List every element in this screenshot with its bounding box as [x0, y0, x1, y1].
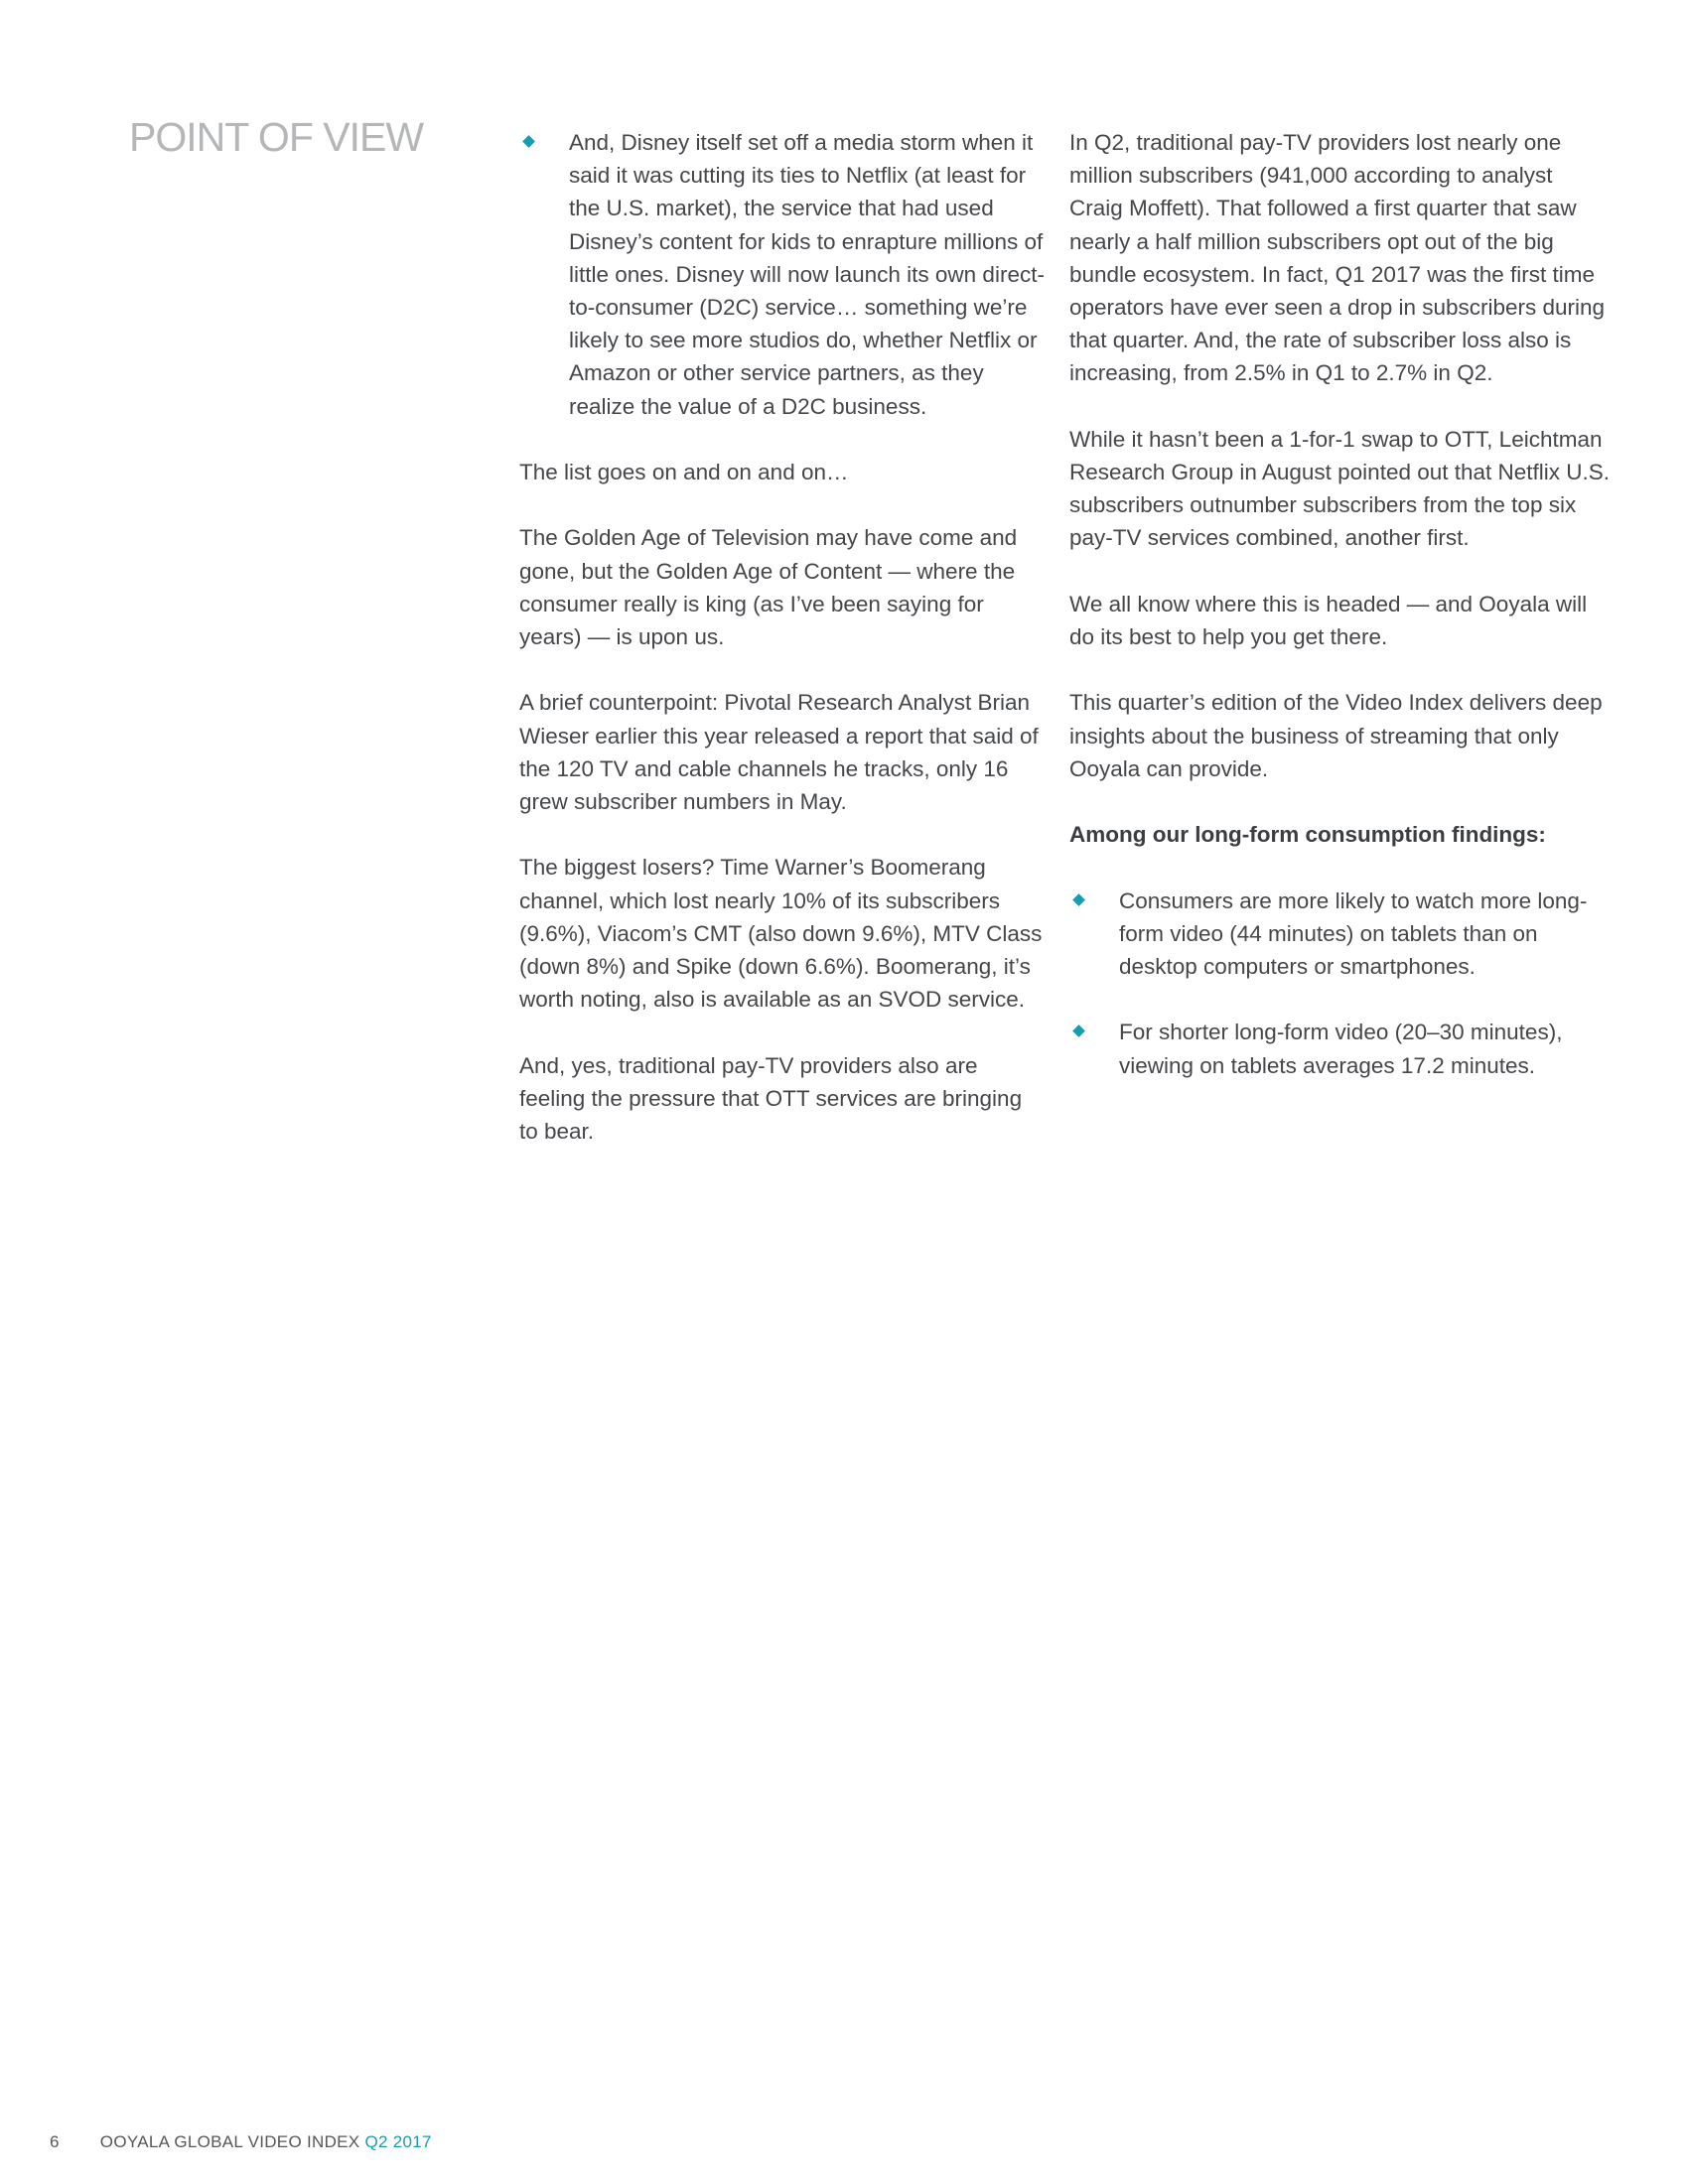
bullet-item: [519, 126, 1046, 423]
bullet-item: [1069, 1016, 1611, 1081]
page-footer: [50, 2132, 432, 2152]
paragraph: This quarter’s edition of the Video Index delivers deep insights about the business of streaming that only Ooyala can provide.: [1069, 690, 1603, 781]
diamond-bullet-icon: [522, 135, 535, 148]
bullet-item: [1069, 885, 1611, 984]
bullet-text: Consumers are more likely to watch more long-form video (44 minutes) on tablets than on desktop computers or smartphones.: [1119, 887, 1588, 979]
paragraph: And, yes, traditional pay-TV providers also are feeling the pressure that OTT services are bringing to bear.: [519, 1052, 1023, 1145]
paragraph: A brief counterpoint: Pivotal Research Analyst Brian Wieser earlier this year released a report that said of the 120 TV and cable channels he tracks, only 16 grew subscriber numbers in May.: [519, 690, 1039, 815]
subheading: Among our long-form consumption findings:: [1069, 822, 1546, 848]
page-number: 6: [50, 2132, 60, 2151]
left-column: [519, 126, 1046, 1180]
bullet-text: For shorter long-form video (20–30 minutes), viewing on tablets averages 17.2 minutes.: [1119, 1020, 1563, 1078]
paragraph: The list goes on and on and on…: [519, 460, 849, 485]
paragraph: We all know where this is headed — and Ooyala will do its best to help you get there.: [1069, 591, 1588, 650]
paragraph: While it hasn’t been a 1-for-1 swap to OTT, Leichtman Research Group in August pointed out that Netflix U.S. subscribers outnumber subscribers from the top six pay-TV services combined, another first.: [1069, 426, 1611, 551]
paragraph: The Golden Age of Television may have come and gone, but the Golden Age of Content — where the consumer really is king (as I’ve been saying for years) — is upon us.: [519, 525, 1018, 650]
diamond-bullet-icon: [1072, 893, 1085, 906]
section-title: POINT OF VIEW: [129, 114, 424, 160]
paragraph: In Q2, traditional pay-TV providers lost nearly one million subscribers (941,000 according to analyst Craig Moffett). That followed a first quarter that saw nearly a half million subscribers opt out of the big bundle ecosystem. In fact, Q1 2017 was the first time operators have ever seen a drop in subscribers during that quarter. And, the rate of subscriber loss also is increasing, from 2.5% in Q1 to 2.7% in Q2.: [1069, 130, 1606, 386]
publication-period: Q2 2017: [364, 2132, 432, 2151]
publication-name: OOYALA GLOBAL VIDEO INDEX: [99, 2132, 360, 2151]
diamond-bullet-icon: [1072, 1025, 1085, 1038]
bullet-text: And, Disney itself set off a media storm when it said it was cutting its ties to Netflix (at least for the U.S. market), the service that had used Disney’s content for kids to enrapture millions of little ones. Disney will now launch its own direct-to-consumer (D2C) service… something we’re likely to see more studios do, whether Netflix or Amazon or other service partners, as they realize the value of a D2C business.: [569, 130, 1045, 419]
right-column: [1069, 126, 1611, 1115]
paragraph: The biggest losers? Time Warner’s Boomerang channel, which lost nearly 10% of its subscribers (9.6%), Viacom’s CMT (also down 9.6%), MTV Class (down 8%) and Spike (down 6.6%). Boomerang, it’s worth noting, also is available as an SVOD service.: [519, 855, 1043, 1013]
